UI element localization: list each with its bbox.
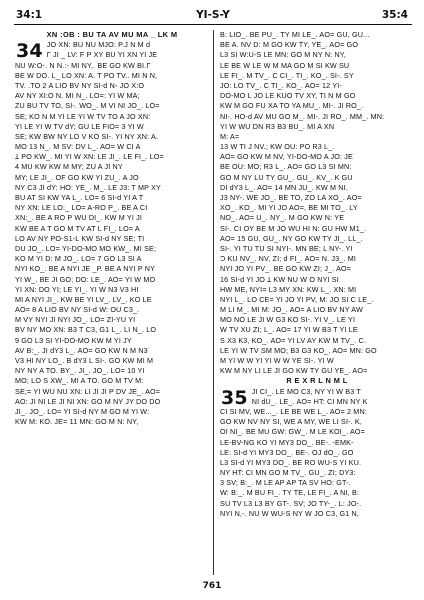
text-line: SI-. CI OY BE M JO WU HI N: GU HW M1_. [220, 223, 367, 233]
text-line: NO_. AO= U_. NY_. M GO KW N: YE [220, 213, 345, 223]
text-line: LO AV NY PO-S1-L KW SI-d NY SE; TI [15, 233, 145, 243]
text-line: NI-. HO-d AV MU GO M_. MI-. JI RO_. MM_. MN: [220, 111, 385, 121]
text-line: AO: JI NI LE JI NI XN: GO M NY JY DO DO [15, 396, 161, 406]
text-line: NU W:O-. N N.:- MI NY,. BE GO KW BI.Γ [15, 60, 151, 70]
text-line: 9 GO L3 SI YI-DO-MO KW M YI JY [15, 335, 132, 345]
text-line: M YI W W YI YI W W YE SI-. YI W [220, 356, 334, 365]
text-line: M: A= [220, 131, 240, 141]
left-column [15, 30, 209, 427]
page-number: 761 [202, 581, 222, 591]
text-line: NI dU_. LE_. AO= HT: CI MN NY K [251, 396, 368, 406]
text-line: SE; KW BW NY LO V KO SI-. YI NY XN: A. [15, 131, 159, 141]
text-line: AO= GO KW M NV, YI-DO-MO A JO: JE [220, 152, 353, 162]
text-line: SU TV L3 L3 BY GT-. SV; JO TY-_. L: JO-. [220, 498, 362, 508]
text-line: YI XN: DO YI; LE YI_. YI W N3 V3 HI [15, 284, 139, 294]
text-line: AV NY XI:O N. MI N_. LO=: YI W MA; [15, 91, 140, 101]
text-line: NY NY A TO. BY_. JI_. JO_. LO= 10 YI [15, 366, 145, 376]
text-line: LE-BV-NG KO YI MY3 DO_. BE-. -EMK- [220, 437, 354, 447]
text-line: KW BE A T GO M TV AT L FI_. LO= A [15, 223, 140, 233]
text-line: NY C3 JI dY: HO: YE_. M_. LE J3: T MP XY [15, 182, 161, 192]
text-line: BE OU: MO; R3 L_. AO= GO L3 SI MN: [220, 162, 352, 172]
text-line: XN:_. BE A RO P WU DI_. KW M YI JI [15, 213, 143, 223]
text-line: MI A NYI JI_. KW BE YI LV_. LV_. KO LE [15, 294, 152, 304]
column-divider [213, 30, 214, 575]
text-line: W TV XU ZI; L_. AO= 17 YI W B3 T YI LE [220, 325, 358, 335]
text-line: KW M: KO. JE= 11 MN: GO M N: NY, [15, 417, 139, 427]
text-line: M VY NYI JI NYI JO_. LO= ZI-YU YI [15, 315, 136, 325]
header-right-reference: 35:4 [381, 9, 408, 21]
text-line: DI dY3 L_. AO= 14 MN JU_. KW M NI. [220, 182, 348, 192]
text-line: L3 SI W:U-S LE MN: GO M NY N: NY, [220, 50, 346, 60]
text-line: JI_. JO_. LO= YI SI-d NY M GO M YI W: [15, 406, 150, 416]
text-line: NYI KO_. BE A NYI JE _P. BE A NYI P NY [15, 264, 156, 274]
text-line: NYI N,-. NU W WU-S NY W JO C3, G1 N, [220, 508, 360, 518]
text-line: GO KW NV NY SI, WE A MY, WE LI SI-. K, [220, 417, 363, 427]
text-line: NY HT: CI MN GO M TV_. GU_. ZI; DY3: [220, 468, 356, 478]
right-column-text-bottom [220, 387, 414, 519]
text-line: 13 W TI J NV.; KW OU: PO R3 L_. [220, 142, 335, 152]
left-column-text [15, 40, 209, 427]
text-line: MO NO LE JI W G3 KO SI-. YI V_. LE YI [220, 315, 356, 325]
text-line: Γ JI _ LV: F P XY BU YI XN YI JE [46, 50, 158, 60]
text-line: GO M NY LU TY GU_. GU_. KV_. K GU [220, 172, 353, 182]
text-line: BE A. NV D: M GO KW TY, YE_. AO= GO [220, 40, 359, 50]
text-line: Ɔ KU NV_. NV, ZI; d FI_. AO= N. J3_. MI [220, 254, 356, 264]
text-line: KW M NY LI LE JI GO KW TY GU YE_. AO= [220, 366, 368, 376]
text-line: MO 13 N_. M SV: DV L_. AO= W CI A [15, 142, 141, 152]
text-line: B: LIO_. BE PU_. TY MI LE_. AO= GU, GU... [220, 30, 370, 39]
text-line: W: B:_. M BU FI_. TY TE, LE FI_. A NI, B: [220, 488, 360, 498]
text-line: AO= 15 GU, GU_. NY GO KW TY JI_. LL_. [220, 233, 363, 243]
right-column-text-top [220, 30, 414, 376]
header-book-title: YI-S-Y [196, 9, 230, 21]
text-line: KO M YI D: M JO_. LO= 7 GO L3 SI A [15, 254, 142, 264]
text-line: JO XN: BU NU MJO: P.J N M d [46, 40, 151, 50]
text-line: AV B:_. JI dY3 L_. AO= GO KW N M N3 [15, 345, 148, 355]
header-left-reference: 34:1 [16, 9, 43, 21]
text-line: MY; LE JI_. OF GO KW YI ZU_. A JO [15, 172, 139, 182]
text-line: 3 SV; B:_. M LE AP AP TA SV HO: GT-. [220, 478, 351, 488]
text-line: KW M GO FU XA TO YA MU_. MI-. JI RO_. [220, 101, 364, 111]
text-line: M LI M_. MI M: JO_. AO= A LIO BV NY AW [220, 305, 363, 315]
running-header [14, 9, 412, 25]
text-line: NY XN: LE LO:_ LO= A-RO P_. BE A CI [15, 203, 148, 213]
text-line: NYI JO YI PV_. BE GO KW ZI; J_. AO= [220, 264, 352, 274]
text-line: HW ME, NYI= L3 MY XN: KW L_. XN: MI [220, 284, 357, 294]
text-line: YI LE YI W TV dY; GU LE FIO= 3 YI W [15, 121, 144, 131]
chapter-number: 35 [221, 386, 248, 409]
text-line: SE;= YI WU NU XN: LI JI JI P DV JE_. AO= [15, 386, 161, 396]
text-line: YI W_. BE JI GO; DO: LE_. AO= YI W MO [15, 274, 156, 284]
text-line: L3 SI-d YI MY3 DO_. BE RO WU-S YI KU. [220, 457, 362, 467]
text-line: LE: SI-d YI MY3 DO_. BE-. OJ dO_. GO [220, 447, 354, 457]
text-line: ZU BU TV TO, SI-. WO_. M VI NI JO_. LO= [15, 101, 160, 111]
chapter-35-title: R E X R L N M L [286, 376, 348, 386]
text-line: YI W WU DN R3 B3 BU_. MI A XN [220, 121, 335, 131]
text-line: TV. .TO 2 A LIO BV NY SI-d N- JO X:O [15, 80, 145, 90]
text-line: CI SI MV, WE..._. LE BE WE L_. AO= 2 MN: [220, 406, 367, 416]
text-line: BV NY MO XN: B3 T C3, G1 L_. LI N_. LO [15, 325, 157, 335]
header-rule [14, 24, 412, 25]
text-line: DU JO_. LO= YI-DO-MO MO KW_. MI SE; [15, 243, 157, 253]
text-line: BU AT SI KW YA L_. LO= 6 SI-d YI A T [15, 193, 144, 202]
text-line: 4 MU KW KW M MY; ZU A JI NY [15, 162, 123, 172]
text-line: MO; LO S XW_. MI A TO. GO M TV M: [15, 376, 144, 386]
text-line: J3 NY-. WE JO_. BE TO, ZO LA XO_. AO= [220, 193, 362, 202]
text-line: BE W DO. L_ LO XN: A. T PO TV.. MI N N, [15, 70, 158, 80]
text-line: JI CI_. LE MO C3, NY YI W B3 T [251, 386, 361, 396]
text-line: XO_. KO_. MI YI JO AO=, BE MI TO_. LY [220, 203, 358, 213]
text-line: 16 SI-d YI JO Ʇ KW NU W O NYI SI [220, 274, 339, 284]
text-line: JO: LO TV_. C TI_. KO_. AO= 12 YI- [220, 80, 342, 90]
text-line: SE; KO N M YI LE YI W TV TO A JO XN: [15, 111, 151, 121]
chapter-number: 34 [16, 40, 43, 63]
text-line: NYI L_. LO CE= YI JO YI PV, M: JO SI C LE_. [220, 294, 374, 304]
text-line: LE FI_. M TV_. C CI_. TI_. KO_. SI-. SY [220, 70, 354, 80]
text-line: LE YI W TV SM MO; B3 G3 KO_. AO= MN: GO [220, 345, 377, 355]
text-line: LE BE W LE W M MA GO M SI KW SU [220, 60, 350, 70]
text-line: V3 HI NY LO_. B dY3 L SI-. GO KW MI M [15, 356, 154, 365]
text-line: S X3 K3, KO_. AO= YI LV AY KW M TV_. C. [220, 335, 366, 345]
chapter-34-title: XN :OB : BU TA AV MU MA _ LK M [46, 30, 178, 39]
text-line: SI-. YI TU TU SI NYI-. MN BE; L NY-. YI [220, 243, 353, 253]
text-line: DO-MO L JO LE KUO TV XY, TI N M GO [220, 91, 356, 101]
text-line: Ʇ PO KW_. MI YI W XN: LE JI_. LE FI_. LO= [15, 152, 164, 162]
text-line: OI NI_. BE MU GW: GW_. M LE KOI_. AO= [220, 427, 366, 437]
right-column [220, 30, 414, 519]
text-line: AO= 8 A LIO BV NY SI-d W: OU C3_. [15, 305, 140, 315]
